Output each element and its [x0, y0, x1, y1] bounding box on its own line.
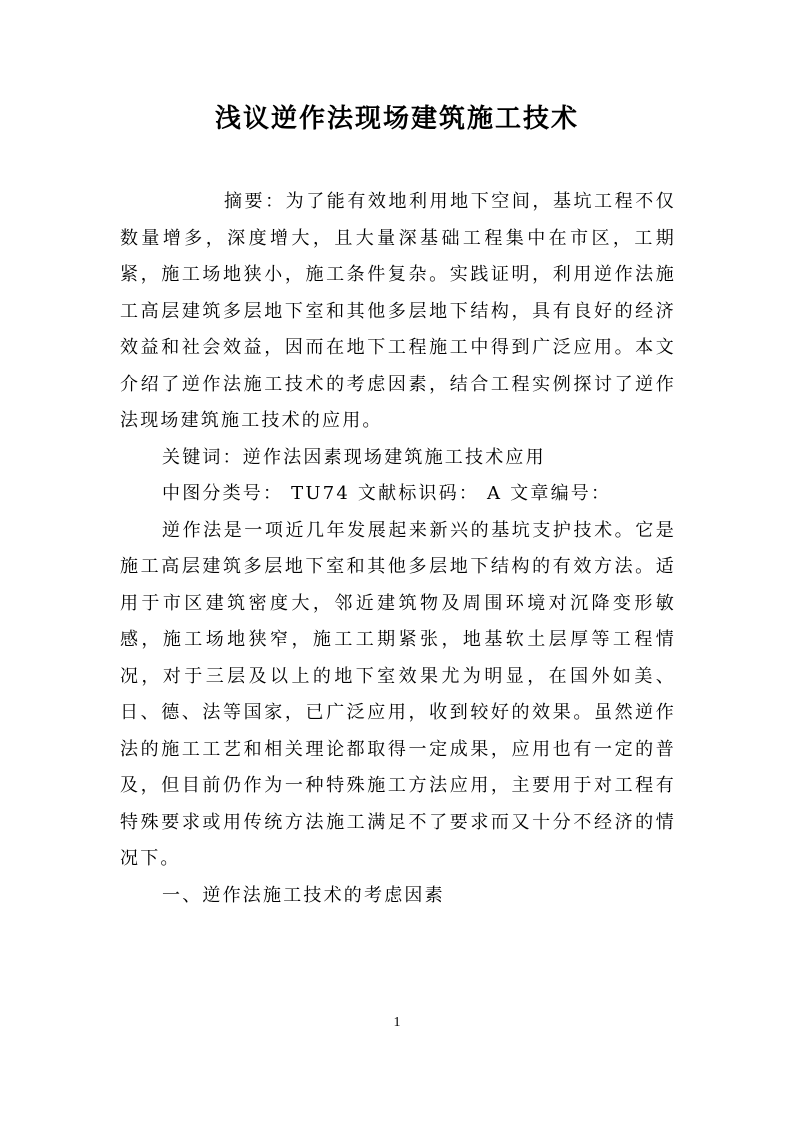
classification-line: 中图分类号： TU74 文献标识码： A 文章编号：	[162, 483, 612, 504]
document-title: 浅议逆作法现场建筑施工技术	[214, 104, 579, 134]
keywords-line: 关键词：逆作法因素现场建筑施工技术应用	[162, 446, 546, 468]
document-body	[120, 184, 676, 914]
section-heading: 一、逆作法施工技术的考虑因素	[162, 884, 445, 906]
abstract-paragraph: 摘要：为了能有效地利用地下空间，基坑工程不仅数量增多，深度增大，且大量深基础工程集中在市区，工期紧，施工场地狭小，施工条件复杂。实践证明，利用逆作法施工高层建筑多层地下室和其他多层地下结构，具有良好的经济效益和社会效益，因而在地下工程施工中得到广泛应用。本文介绍了逆作法施工技术的考虑因素，结合工程实例探讨了逆作法现场建筑施工技术的应用。	[120, 191, 676, 431]
page-number: 1	[393, 1015, 401, 1030]
intro-paragraph: 逆作法是一项近几年发展起来新兴的基坑支护技术。它是施工高层建筑多层地下室和其他多层地下结构的有效方法。适用于市区建筑密度大，邻近建筑物及周围环境对沉降变形敏感，施工场地狭窄，施工工期紧张，地基软土层厚等工程情况，对于三层及以上的地下室效果尤为明显，在国外如美、日、德、法等国家，已广泛应用，收到较好的效果。虽然逆作法的施工工艺和相关理论都取得一定成果，应用也有一定的普及，但目前仍作为一种特殊施工方法应用，主要用于对工程有特殊要求或用传统方法施工满足不了要求而又十分不经济的情况下。	[120, 519, 676, 869]
